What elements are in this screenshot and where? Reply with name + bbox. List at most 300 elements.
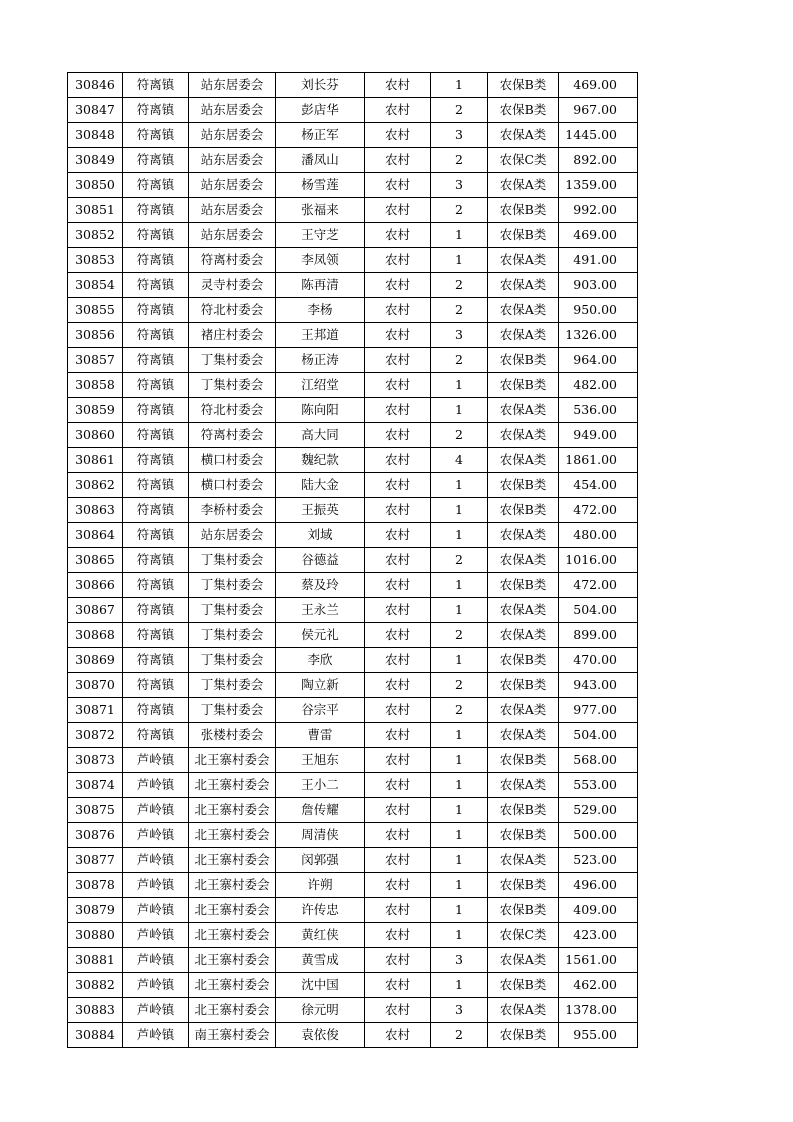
record-id-cell: 30869 [68,648,123,673]
committee-cell: 北王寨村委会 [189,923,276,948]
amount-cell: 1378.00 [559,998,638,1023]
table-row [68,348,638,373]
name-cell: 黄红侠 [276,923,365,948]
amount-cell: 472.00 [559,573,638,598]
category-cell: 农保B类 [488,198,559,223]
town-cell: 符离镇 [123,548,189,573]
amount-cell: 568.00 [559,748,638,773]
amount-cell: 504.00 [559,723,638,748]
amount-cell: 955.00 [559,1023,638,1048]
area-type-cell: 农村 [365,873,431,898]
amount-cell: 469.00 [559,223,638,248]
area-type-cell: 农村 [365,923,431,948]
household-count-cell: 1 [431,848,488,873]
category-cell: 农保B类 [488,748,559,773]
committee-cell: 符北村委会 [189,298,276,323]
committee-cell: 北王寨村委会 [189,998,276,1023]
amount-cell: 1359.00 [559,173,638,198]
category-cell: 农保A类 [488,398,559,423]
name-cell: 李欣 [276,648,365,673]
household-count-cell: 2 [431,548,488,573]
name-cell: 许朔 [276,873,365,898]
record-id-cell: 30846 [68,73,123,98]
category-cell: 农保B类 [488,223,559,248]
town-cell: 符离镇 [123,673,189,698]
name-cell: 王邦道 [276,323,365,348]
area-type-cell: 农村 [365,248,431,273]
category-cell: 农保B类 [488,473,559,498]
household-count-cell: 3 [431,173,488,198]
amount-cell: 462.00 [559,973,638,998]
town-cell: 芦岭镇 [123,848,189,873]
area-type-cell: 农村 [365,273,431,298]
committee-cell: 北王寨村委会 [189,848,276,873]
category-cell: 农保B类 [488,973,559,998]
record-id-cell: 30858 [68,373,123,398]
household-count-cell: 2 [431,148,488,173]
area-type-cell: 农村 [365,598,431,623]
amount-cell: 504.00 [559,598,638,623]
name-cell: 杨正涛 [276,348,365,373]
category-cell: 农保A类 [488,773,559,798]
town-cell: 符离镇 [123,473,189,498]
town-cell: 芦岭镇 [123,798,189,823]
town-cell: 符离镇 [123,698,189,723]
name-cell: 王守芝 [276,223,365,248]
amount-cell: 1326.00 [559,323,638,348]
area-type-cell: 农村 [365,73,431,98]
area-type-cell: 农村 [365,973,431,998]
name-cell: 陆大金 [276,473,365,498]
committee-cell: 横口村委会 [189,473,276,498]
name-cell: 潘凤山 [276,148,365,173]
name-cell: 王旭东 [276,748,365,773]
record-id-cell: 30866 [68,573,123,598]
committee-cell: 丁集村委会 [189,598,276,623]
committee-cell: 南王寨村委会 [189,1023,276,1048]
area-type-cell: 农村 [365,123,431,148]
area-type-cell: 农村 [365,173,431,198]
category-cell: 农保A类 [488,423,559,448]
category-cell: 农保B类 [488,348,559,373]
town-cell: 符离镇 [123,598,189,623]
household-count-cell: 1 [431,473,488,498]
area-type-cell: 农村 [365,398,431,423]
category-cell: 农保B类 [488,98,559,123]
category-cell: 农保A类 [488,723,559,748]
committee-cell: 丁集村委会 [189,348,276,373]
amount-cell: 977.00 [559,698,638,723]
record-id-cell: 30862 [68,473,123,498]
record-id-cell: 30876 [68,823,123,848]
area-type-cell: 农村 [365,198,431,223]
area-type-cell: 农村 [365,673,431,698]
table-row [68,698,638,723]
record-id-cell: 30852 [68,223,123,248]
area-type-cell: 农村 [365,823,431,848]
amount-cell: 480.00 [559,523,638,548]
category-cell: 农保B类 [488,573,559,598]
household-count-cell: 3 [431,998,488,1023]
benefit-table [67,72,638,1048]
record-id-cell: 30872 [68,723,123,748]
committee-cell: 站东居委会 [189,223,276,248]
area-type-cell: 农村 [365,748,431,773]
area-type-cell: 农村 [365,848,431,873]
name-cell: 沈中国 [276,973,365,998]
name-cell: 袁依俊 [276,1023,365,1048]
area-type-cell: 农村 [365,773,431,798]
amount-cell: 469.00 [559,73,638,98]
household-count-cell: 3 [431,323,488,348]
name-cell: 彭店华 [276,98,365,123]
name-cell: 谷宗平 [276,698,365,723]
record-id-cell: 30880 [68,923,123,948]
table-row [68,248,638,273]
table-row [68,623,638,648]
area-type-cell: 农村 [365,498,431,523]
town-cell: 芦岭镇 [123,973,189,998]
table-row [68,98,638,123]
table-row [68,648,638,673]
town-cell: 符离镇 [123,448,189,473]
name-cell: 王永兰 [276,598,365,623]
table-row [68,298,638,323]
committee-cell: 站东居委会 [189,173,276,198]
amount-cell: 899.00 [559,623,638,648]
table-row [68,598,638,623]
table-row [68,1023,638,1048]
table-row [68,923,638,948]
committee-cell: 丁集村委会 [189,373,276,398]
town-cell: 芦岭镇 [123,898,189,923]
amount-cell: 1016.00 [559,548,638,573]
category-cell: 农保B类 [488,73,559,98]
table-row [68,323,638,348]
category-cell: 农保A类 [488,298,559,323]
category-cell: 农保A类 [488,548,559,573]
record-id-cell: 30870 [68,673,123,698]
category-cell: 农保A类 [488,123,559,148]
town-cell: 符离镇 [123,173,189,198]
committee-cell: 符离村委会 [189,248,276,273]
area-type-cell: 农村 [365,523,431,548]
household-count-cell: 2 [431,298,488,323]
committee-cell: 丁集村委会 [189,548,276,573]
area-type-cell: 农村 [365,948,431,973]
household-count-cell: 2 [431,423,488,448]
committee-cell: 丁集村委会 [189,698,276,723]
amount-cell: 482.00 [559,373,638,398]
household-count-cell: 1 [431,523,488,548]
town-cell: 符离镇 [123,73,189,98]
amount-cell: 536.00 [559,398,638,423]
town-cell: 芦岭镇 [123,948,189,973]
record-id-cell: 30868 [68,623,123,648]
town-cell: 符离镇 [123,348,189,373]
name-cell: 杨雪莲 [276,173,365,198]
area-type-cell: 农村 [365,698,431,723]
record-id-cell: 30871 [68,698,123,723]
town-cell: 芦岭镇 [123,1023,189,1048]
table-row [68,398,638,423]
category-cell: 农保A类 [488,623,559,648]
household-count-cell: 1 [431,748,488,773]
record-id-cell: 30856 [68,323,123,348]
household-count-cell: 1 [431,723,488,748]
town-cell: 符离镇 [123,423,189,448]
name-cell: 闵郭强 [276,848,365,873]
category-cell: 农保B类 [488,373,559,398]
table-row [68,748,638,773]
town-cell: 符离镇 [123,523,189,548]
town-cell: 芦岭镇 [123,748,189,773]
area-type-cell: 农村 [365,798,431,823]
category-cell: 农保B类 [488,898,559,923]
household-count-cell: 4 [431,448,488,473]
table-row [68,448,638,473]
name-cell: 刘长芬 [276,73,365,98]
household-count-cell: 1 [431,648,488,673]
household-count-cell: 1 [431,598,488,623]
table-row [68,948,638,973]
name-cell: 江绍堂 [276,373,365,398]
household-count-cell: 3 [431,123,488,148]
area-type-cell: 农村 [365,423,431,448]
amount-cell: 943.00 [559,673,638,698]
record-id-cell: 30855 [68,298,123,323]
category-cell: 农保B类 [488,673,559,698]
table-row [68,198,638,223]
household-count-cell: 3 [431,948,488,973]
record-id-cell: 30850 [68,173,123,198]
record-id-cell: 30884 [68,1023,123,1048]
committee-cell: 北王寨村委会 [189,948,276,973]
town-cell: 符离镇 [123,323,189,348]
committee-cell: 褚庄村委会 [189,323,276,348]
committee-cell: 丁集村委会 [189,673,276,698]
category-cell: 农保A类 [488,598,559,623]
area-type-cell: 农村 [365,348,431,373]
record-id-cell: 30875 [68,798,123,823]
amount-cell: 1561.00 [559,948,638,973]
name-cell: 张福来 [276,198,365,223]
committee-cell: 横口村委会 [189,448,276,473]
category-cell: 农保B类 [488,1023,559,1048]
table-row [68,523,638,548]
household-count-cell: 1 [431,898,488,923]
record-id-cell: 30878 [68,873,123,898]
name-cell: 魏纪款 [276,448,365,473]
name-cell: 侯元礼 [276,623,365,648]
record-id-cell: 30864 [68,523,123,548]
amount-cell: 472.00 [559,498,638,523]
record-id-cell: 30879 [68,898,123,923]
table-row [68,998,638,1023]
category-cell: 农保B类 [488,648,559,673]
name-cell: 詹传耀 [276,798,365,823]
name-cell: 李杨 [276,298,365,323]
category-cell: 农保B类 [488,498,559,523]
area-type-cell: 农村 [365,298,431,323]
record-id-cell: 30874 [68,773,123,798]
committee-cell: 丁集村委会 [189,573,276,598]
area-type-cell: 农村 [365,1023,431,1048]
area-type-cell: 农村 [365,998,431,1023]
household-count-cell: 2 [431,623,488,648]
name-cell: 陈向阳 [276,398,365,423]
table-row [68,898,638,923]
table-row [68,873,638,898]
amount-cell: 409.00 [559,898,638,923]
amount-cell: 1861.00 [559,448,638,473]
record-id-cell: 30854 [68,273,123,298]
town-cell: 符离镇 [123,148,189,173]
amount-cell: 992.00 [559,198,638,223]
name-cell: 蔡及玲 [276,573,365,598]
record-id-cell: 30847 [68,98,123,123]
household-count-cell: 1 [431,73,488,98]
household-count-cell: 1 [431,573,488,598]
household-count-cell: 1 [431,873,488,898]
record-id-cell: 30883 [68,998,123,1023]
household-count-cell: 1 [431,398,488,423]
record-id-cell: 30853 [68,248,123,273]
table-row [68,273,638,298]
amount-cell: 523.00 [559,848,638,873]
amount-cell: 496.00 [559,873,638,898]
household-count-cell: 2 [431,698,488,723]
table-row [68,498,638,523]
table-row [68,423,638,448]
household-count-cell: 1 [431,923,488,948]
record-id-cell: 30851 [68,198,123,223]
household-count-cell: 1 [431,498,488,523]
area-type-cell: 农村 [365,148,431,173]
amount-cell: 950.00 [559,298,638,323]
category-cell: 农保B类 [488,798,559,823]
household-count-cell: 1 [431,823,488,848]
area-type-cell: 农村 [365,98,431,123]
town-cell: 符离镇 [123,98,189,123]
record-id-cell: 30882 [68,973,123,998]
area-type-cell: 农村 [365,573,431,598]
name-cell: 刘域 [276,523,365,548]
record-id-cell: 30861 [68,448,123,473]
amount-cell: 470.00 [559,648,638,673]
category-cell: 农保A类 [488,848,559,873]
household-count-cell: 1 [431,248,488,273]
committee-cell: 北王寨村委会 [189,873,276,898]
amount-cell: 529.00 [559,798,638,823]
category-cell: 农保A类 [488,448,559,473]
household-count-cell: 1 [431,798,488,823]
committee-cell: 北王寨村委会 [189,748,276,773]
name-cell: 王振英 [276,498,365,523]
name-cell: 王小二 [276,773,365,798]
committee-cell: 符离村委会 [189,423,276,448]
committee-cell: 李桥村委会 [189,498,276,523]
area-type-cell: 农村 [365,223,431,248]
town-cell: 符离镇 [123,198,189,223]
area-type-cell: 农村 [365,373,431,398]
town-cell: 符离镇 [123,123,189,148]
town-cell: 符离镇 [123,248,189,273]
amount-cell: 491.00 [559,248,638,273]
table-row [68,373,638,398]
household-count-cell: 2 [431,673,488,698]
amount-cell: 903.00 [559,273,638,298]
record-id-cell: 30859 [68,398,123,423]
town-cell: 芦岭镇 [123,923,189,948]
committee-cell: 丁集村委会 [189,623,276,648]
amount-cell: 454.00 [559,473,638,498]
table-row [68,223,638,248]
category-cell: 农保C类 [488,148,559,173]
committee-cell: 符北村委会 [189,398,276,423]
record-id-cell: 30857 [68,348,123,373]
record-id-cell: 30863 [68,498,123,523]
committee-cell: 丁集村委会 [189,648,276,673]
committee-cell: 北王寨村委会 [189,823,276,848]
household-count-cell: 1 [431,373,488,398]
area-type-cell: 农村 [365,548,431,573]
table-row [68,673,638,698]
name-cell: 许传忠 [276,898,365,923]
name-cell: 杨正军 [276,123,365,148]
committee-cell: 站东居委会 [189,98,276,123]
category-cell: 农保A类 [488,273,559,298]
table-row [68,973,638,998]
household-count-cell: 2 [431,273,488,298]
household-count-cell: 1 [431,773,488,798]
town-cell: 符离镇 [123,573,189,598]
town-cell: 符离镇 [123,398,189,423]
category-cell: 农保A类 [488,323,559,348]
area-type-cell: 农村 [365,473,431,498]
name-cell: 黄雪成 [276,948,365,973]
household-count-cell: 2 [431,348,488,373]
name-cell: 周清侠 [276,823,365,848]
record-id-cell: 30865 [68,548,123,573]
town-cell: 符离镇 [123,298,189,323]
table-row [68,573,638,598]
committee-cell: 张楼村委会 [189,723,276,748]
amount-cell: 423.00 [559,923,638,948]
committee-cell: 北王寨村委会 [189,773,276,798]
amount-cell: 892.00 [559,148,638,173]
category-cell: 农保A类 [488,523,559,548]
name-cell: 高大同 [276,423,365,448]
town-cell: 符离镇 [123,498,189,523]
table-row [68,773,638,798]
area-type-cell: 农村 [365,723,431,748]
committee-cell: 站东居委会 [189,523,276,548]
table-row [68,823,638,848]
household-count-cell: 2 [431,98,488,123]
amount-cell: 500.00 [559,823,638,848]
name-cell: 谷德益 [276,548,365,573]
household-count-cell: 2 [431,1023,488,1048]
table-row [68,73,638,98]
record-id-cell: 30877 [68,848,123,873]
category-cell: 农保A类 [488,698,559,723]
table-row [68,123,638,148]
area-type-cell: 农村 [365,323,431,348]
area-type-cell: 农村 [365,448,431,473]
name-cell: 李凤领 [276,248,365,273]
category-cell: 农保C类 [488,923,559,948]
